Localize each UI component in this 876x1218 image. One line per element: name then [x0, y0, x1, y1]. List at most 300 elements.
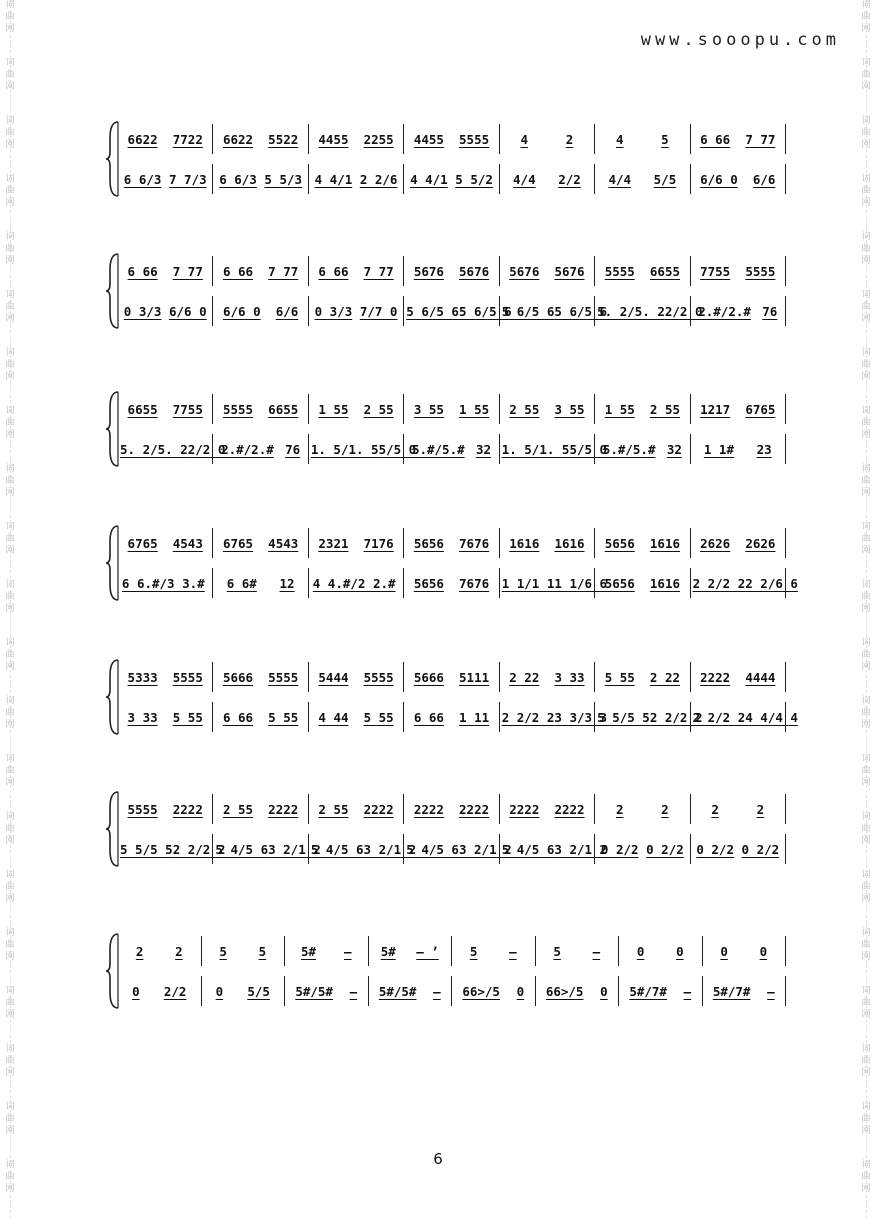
measure [118, 568, 213, 598]
score-system [106, 388, 786, 468]
measure [118, 296, 213, 326]
watermark-char: 词 [861, 812, 871, 822]
watermark-char: 曲 [861, 186, 871, 196]
right-margin-watermark [858, 0, 874, 1218]
watermark-char: 网 [861, 894, 871, 904]
measure [213, 124, 308, 154]
beat: 5555 [222, 401, 254, 417]
measure [595, 256, 690, 286]
beat: 0 2/2 [741, 841, 780, 857]
beat: 2222 [509, 801, 540, 817]
bottom-staff [118, 834, 786, 864]
watermark-char: 网 [861, 488, 871, 498]
beat: 5 [661, 131, 669, 147]
beat: 0 [600, 983, 608, 999]
beat: 2222 [413, 801, 444, 817]
beat: 5.#/5.# [602, 441, 656, 457]
measure [213, 256, 308, 286]
beat: 6 6.#/3 3.# [121, 575, 205, 591]
beat: 6655 [649, 263, 680, 279]
beat: 1616 [649, 575, 680, 591]
beat: 2222 [268, 801, 299, 817]
measure [691, 568, 798, 598]
beat: 5#/5# [378, 983, 417, 999]
watermark-char: 网 [5, 1184, 15, 1194]
watermark-char: 网 [5, 24, 15, 34]
watermark-char: 词 [5, 522, 15, 532]
top-staff [118, 256, 786, 286]
measure [595, 528, 690, 558]
beat: 2 2/2 2 [649, 709, 703, 725]
measure [118, 124, 213, 154]
beat: 5 4/5 6 [406, 841, 459, 857]
beat: 5 6/5 6 [554, 303, 608, 319]
top-staff [118, 662, 786, 692]
watermark-char: 曲 [861, 940, 871, 950]
measure [309, 124, 404, 154]
beat: 4444 [745, 669, 776, 685]
beat: 7722 [172, 131, 203, 147]
beat: 5 55 [604, 669, 635, 685]
measure [118, 662, 213, 692]
measure [213, 394, 308, 424]
measure [691, 256, 786, 286]
measure [309, 164, 404, 194]
measure [404, 794, 499, 824]
beat: 5555 [363, 669, 394, 685]
watermark-char: 曲 [5, 476, 15, 486]
beat: 5# [300, 943, 317, 959]
measure [309, 394, 404, 424]
watermark-char: 曲 [5, 360, 15, 370]
beat: 4/4 [513, 171, 536, 187]
beat: 6655 [127, 401, 158, 417]
beat: 5 55 [268, 709, 299, 725]
beat: 0 [132, 983, 140, 999]
beat: 0 [215, 983, 224, 999]
watermark-char: 网 [861, 24, 871, 34]
watermark-char: 词 [5, 0, 15, 10]
measure [619, 976, 703, 1006]
measure [118, 702, 213, 732]
measure [595, 702, 703, 732]
beat: 66>/5 [545, 983, 584, 999]
measure [285, 976, 369, 1006]
beat: 5 4/5 6 [310, 841, 364, 857]
watermark-char: 网 [861, 1184, 871, 1194]
beat: 0 3/3 [314, 303, 353, 319]
watermark-char: 曲 [5, 418, 15, 428]
beat: 2 [711, 801, 719, 817]
watermark-char: 词 [5, 348, 15, 358]
measure [118, 976, 202, 1006]
beat: 5/5 0 [378, 441, 417, 457]
watermark-char: 曲 [861, 824, 871, 834]
beat: 1 11 [459, 709, 490, 725]
beat: 5/5 [653, 171, 677, 187]
watermark-char: 曲 [861, 650, 871, 660]
measure [500, 794, 595, 824]
measure [691, 434, 786, 464]
watermark-char: 曲 [5, 302, 15, 312]
watermark-char: 曲 [5, 128, 15, 138]
beat: 7176 [363, 535, 394, 551]
watermark-char: 词 [861, 1160, 871, 1170]
watermark-char: 网 [5, 140, 15, 150]
measure [500, 296, 608, 326]
beat: 1. 5/1. 5 [501, 441, 570, 457]
watermark-char: 曲 [5, 940, 15, 950]
watermark-char: 曲 [861, 1172, 871, 1182]
beat: 0 [516, 983, 525, 999]
measure [691, 702, 798, 732]
measure [118, 528, 213, 558]
watermark-char: 曲 [861, 302, 871, 312]
watermark-char: 词 [861, 232, 871, 242]
measure [202, 936, 286, 966]
beat: 5111 [459, 669, 490, 685]
beat: 5 6/5 6 [406, 303, 459, 319]
measure [309, 702, 404, 732]
beat: 6 66 [700, 131, 731, 147]
beat: 5555 [268, 669, 299, 685]
beat: 76 [285, 441, 301, 457]
top-staff [118, 394, 786, 424]
beat: 2321 [318, 535, 349, 551]
measure [595, 568, 690, 598]
measure [404, 124, 499, 154]
beat: 1 55 [459, 401, 490, 417]
watermark-char: 曲 [861, 534, 871, 544]
measure [595, 662, 690, 692]
beat: 5333 [127, 669, 158, 685]
beat: 1 55 [318, 401, 349, 417]
beat: 3 2/1 2 [268, 841, 321, 857]
watermark-char: 曲 [5, 1114, 15, 1124]
beat: 23 [756, 441, 772, 457]
beat: 5.#/5.# [411, 441, 465, 457]
beat: – ’ [416, 943, 439, 959]
beat: 2 [756, 801, 765, 817]
watermark-char: 曲 [861, 244, 871, 254]
beat: 5 6/5 6 [458, 303, 512, 319]
beat: 1616 [554, 535, 585, 551]
watermark-char: 词 [861, 696, 871, 706]
measure [536, 936, 620, 966]
beat: 2 22 [509, 669, 540, 685]
bottom-staff [118, 434, 786, 464]
measure [691, 124, 786, 154]
watermark-char: 词 [5, 232, 15, 242]
bottom-staff [118, 568, 798, 598]
watermark-char: 曲 [5, 998, 15, 1008]
score-system [106, 118, 786, 198]
beat: 5 [553, 943, 561, 959]
beat: 5 [258, 943, 267, 959]
watermark-char: 曲 [861, 12, 871, 22]
beat: 32 [666, 441, 682, 457]
measure [309, 256, 404, 286]
watermark-char: 词 [5, 406, 15, 416]
beat: 2222 [363, 801, 394, 817]
measure [202, 976, 286, 1006]
beat: 1 55 [604, 401, 635, 417]
beat: 5666 [413, 669, 444, 685]
watermark-char: 曲 [861, 766, 871, 776]
measure [118, 256, 213, 286]
beat: 6622 [222, 131, 254, 147]
beat: 5676 [459, 263, 490, 279]
watermark-char: 网 [861, 1010, 871, 1020]
beat: 2/2 [558, 171, 581, 187]
beat: 2255 [363, 131, 394, 147]
watermark-char: 曲 [5, 534, 15, 544]
watermark-char: 网 [5, 372, 15, 382]
beat: 5/5 [247, 983, 270, 999]
beat: 2626 [745, 535, 776, 551]
watermark-char: 网 [861, 1068, 871, 1078]
beat: 5555 [745, 263, 776, 279]
beat: 7676 [459, 575, 490, 591]
watermark-char: 曲 [861, 128, 871, 138]
beat: 5555 [127, 801, 158, 817]
watermark-char: 词 [861, 928, 871, 938]
measure [595, 434, 690, 464]
measure [213, 834, 321, 864]
beat: 6 6/3 [219, 171, 257, 187]
beat: 0 [720, 943, 728, 959]
beat: 2.#/2.# [221, 441, 274, 457]
watermark-char: 词 [5, 638, 15, 648]
beat: – [343, 943, 352, 959]
measure [213, 434, 308, 464]
beat: 5555 [172, 669, 203, 685]
top-staff [118, 124, 786, 154]
page-number: 6 [433, 1150, 443, 1168]
beat: 2222 [172, 801, 203, 817]
score-system [106, 522, 798, 602]
beat: 5656 [413, 535, 444, 551]
watermark-char: 网 [861, 140, 871, 150]
beat: 5#/7# [712, 983, 751, 999]
watermark-char: 网 [861, 1126, 871, 1136]
watermark-char: 曲 [5, 708, 15, 718]
measure [213, 702, 308, 732]
watermark-char: 曲 [861, 998, 871, 1008]
measure [500, 434, 608, 464]
watermark-char: 词 [5, 696, 15, 706]
watermark-char: 词 [861, 754, 871, 764]
measure [595, 834, 690, 864]
measure [595, 794, 690, 824]
watermark-char: 网 [5, 82, 15, 92]
measure [404, 568, 499, 598]
top-staff [118, 936, 786, 966]
beat: 1. 5/1. 5 [310, 441, 379, 457]
measure [691, 296, 786, 326]
beat: 5 [219, 943, 227, 959]
beat: 6/6 0 [222, 303, 261, 319]
watermark-char: 网 [861, 314, 871, 324]
measure [404, 662, 499, 692]
measure [691, 164, 786, 194]
watermark-char: 网 [5, 198, 15, 208]
beat: 6 66 [127, 263, 158, 279]
beat: 5# [380, 943, 396, 959]
watermark-char: 曲 [5, 1172, 15, 1182]
beat: 6655 [268, 401, 299, 417]
beat: 1 1/6 6 [554, 575, 608, 591]
measure [309, 834, 417, 864]
beat: 0 [759, 943, 768, 959]
beat: 7/7 0 [359, 303, 398, 319]
beat: 2626 [700, 535, 731, 551]
watermark-char: 词 [5, 1102, 15, 1112]
watermark-char: 曲 [5, 882, 15, 892]
beat: 4 4/1 [410, 171, 448, 187]
beat: 2/2 [163, 983, 187, 999]
beat: 7676 [459, 535, 490, 551]
measure [691, 662, 786, 692]
bottom-staff [118, 296, 786, 326]
beat: 3 3/3 3 [554, 709, 608, 725]
measure [404, 834, 512, 864]
watermark-char: 网 [861, 546, 871, 556]
beat: 3 33 [554, 669, 585, 685]
measure [500, 568, 608, 598]
beat: 0 [676, 943, 684, 959]
measure [213, 794, 308, 824]
watermark-char: 网 [5, 488, 15, 498]
watermark-char: 曲 [5, 650, 15, 660]
watermark-char: 词 [5, 1160, 15, 1170]
watermark-char: 网 [5, 1068, 15, 1078]
beat: 1 1# [703, 441, 734, 457]
beat: 2 55 [318, 801, 349, 817]
watermark-char: 词 [861, 174, 871, 184]
watermark-char: 曲 [5, 70, 15, 80]
measure [213, 164, 308, 194]
watermark-char: 网 [861, 952, 871, 962]
beat: 7 77 [745, 131, 776, 147]
measure [619, 936, 703, 966]
watermark-char: 网 [5, 256, 15, 266]
watermark-char: 网 [861, 778, 871, 788]
watermark-char: 词 [5, 986, 15, 996]
watermark-char: 曲 [861, 882, 871, 892]
measure [595, 124, 690, 154]
beat: 4 4/4 4 [745, 709, 798, 725]
watermark-char: 网 [5, 778, 15, 788]
beat: 6/6 [275, 303, 299, 319]
measure [118, 936, 202, 966]
beat: 1217 [700, 401, 731, 417]
beat: 5656 [413, 575, 444, 591]
measure [703, 976, 787, 1006]
watermark-char: 词 [5, 464, 15, 474]
watermark-char: 曲 [861, 360, 871, 370]
watermark-char: 词 [861, 986, 871, 996]
beat: 2 [565, 131, 574, 147]
beat: 4543 [268, 535, 299, 551]
measure [309, 434, 417, 464]
beat: 7755 [172, 401, 203, 417]
score-system [106, 250, 786, 330]
beat: 5 5/5 5 [120, 841, 173, 857]
measure [404, 434, 499, 464]
watermark-char: 网 [5, 546, 15, 556]
watermark-char: 词 [861, 406, 871, 416]
beat: 6765 [745, 401, 776, 417]
measure [691, 794, 786, 824]
measure [703, 936, 787, 966]
measure [213, 528, 308, 558]
beat: 3 55 [413, 401, 444, 417]
beat: 5. 2/5. 2 [597, 303, 665, 319]
measure [213, 296, 308, 326]
beat: 4 [615, 131, 624, 147]
watermark-char: 词 [861, 1044, 871, 1054]
measure [595, 296, 703, 326]
measure [691, 834, 786, 864]
watermark-char: 曲 [5, 12, 15, 22]
beat: 5#/7# [629, 983, 667, 999]
watermark-char: 曲 [5, 1056, 15, 1066]
measure [309, 662, 404, 692]
watermark-char: 词 [5, 174, 15, 184]
watermark-char: 词 [5, 58, 15, 68]
beat: 6622 [127, 131, 158, 147]
watermark-char: 网 [5, 604, 15, 614]
beat: 6/6 0 [700, 171, 738, 187]
watermark-char: 词 [861, 580, 871, 590]
beat: 5 4/5 6 [501, 841, 555, 857]
measure [118, 434, 226, 464]
measure [536, 976, 620, 1006]
beat: 1616 [509, 535, 540, 551]
beat: 5 [469, 943, 478, 959]
watermark-char: 曲 [5, 766, 15, 776]
watermark-char: 网 [861, 82, 871, 92]
measure [369, 976, 453, 1006]
beat: 5 5/3 [264, 171, 303, 187]
watermark-char: 曲 [861, 708, 871, 718]
watermark-char: 词 [5, 928, 15, 938]
measure [213, 568, 308, 598]
measure [595, 164, 690, 194]
beat: 5555 [604, 263, 635, 279]
beat: 6765 [222, 535, 254, 551]
beat: 5555 [459, 131, 490, 147]
beat: 2222 [554, 801, 585, 817]
watermark-char: 网 [5, 836, 15, 846]
beat: – [683, 983, 692, 999]
beat: 2 [615, 801, 624, 817]
watermark-char: 词 [861, 0, 871, 10]
beat: 12 [279, 575, 295, 591]
watermark-char: 词 [861, 464, 871, 474]
beat: 7 77 [268, 263, 299, 279]
beat: 2 55 [363, 401, 394, 417]
score-system [106, 788, 786, 868]
beat: 5522 [268, 131, 299, 147]
beat: 5. 2/5. 2 [120, 441, 188, 457]
measure [213, 662, 308, 692]
watermark-char: 词 [861, 522, 871, 532]
measure [309, 296, 404, 326]
beat: 6/6 [752, 171, 776, 187]
measure [404, 256, 499, 286]
